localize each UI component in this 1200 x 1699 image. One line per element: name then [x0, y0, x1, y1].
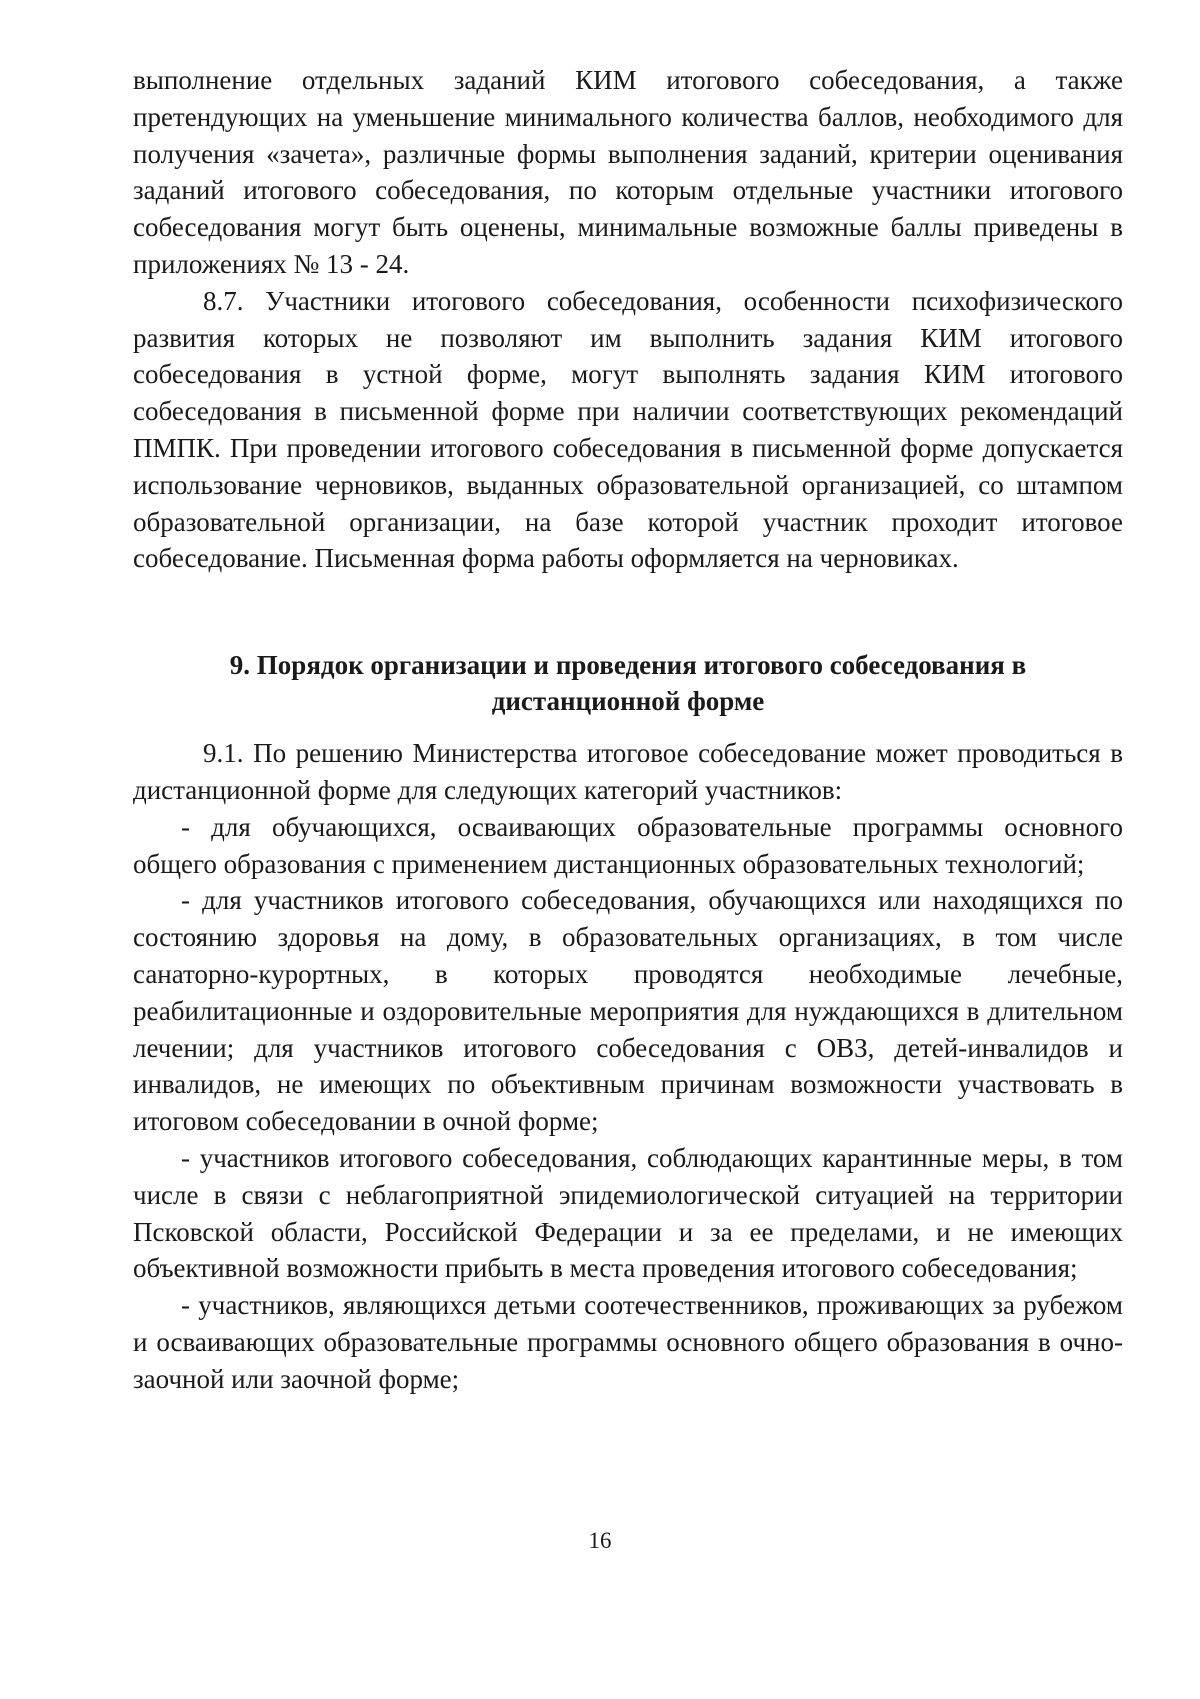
section-heading: [133, 647, 1123, 719]
paragraph-9-1: 9.1. По решению Министерства итоговое собеседование может проводиться в дистанционной форме для следующих категорий участников:: [133, 738, 1123, 805]
list-item-remote-learners: - для обучающихся, осваивающих образовательные программы основного общего образования с применением дистанционных образовательных технологий;: [133, 811, 1123, 879]
section-heading-line-2: дистанционной форме: [491, 686, 765, 717]
paragraph-continuation: выполнение отдельных заданий КИМ итогового собеседования, а также претендующих на уменьшение минимального количества баллов, необходимого для получения «зачета», различные формы выполнения заданий, критерии оценивания заданий итогового собеседования, по которым отдельные участники итогового собеседования могут быть оценены, минимальные возможные баллы приведены в приложениях № 13 - 24.: [133, 65, 1123, 279]
document-page: [133, 62, 1123, 1398]
page-number: 16: [588, 1528, 612, 1553]
section-heading-line-1: 9. Порядок организации и проведения итогового собеседования в: [229, 650, 1027, 681]
list-item-home-health: - для участников итогового собеседования, обучающихся или находящихся по состоянию здоровья на дому, в образовательных организациях, в том числе санаторно-курортных, в которых проводятся необходимые лечебные, реабилитационные и оздоровительные мероприятия для нуждающихся в длительном лечении; для участников итогового собеседования с ОВЗ, детей-инвалидов и инвалидов, не имеющих по объективным причинам возможности участвовать в итоговом собеседовании в очной форме;: [133, 885, 1123, 1137]
paragraph-8-7: 8.7. Участники итогового собеседования, особенности психофизического развития которых не позволяют им выполнить задания КИМ итогового собеседования в устной форме, могут выполнять задания КИМ итогового собеседования в письменной форме при наличии соответствующих рекомендаций ПМПК. При проведении итогового собеседования в письменной форме допускается использование черновиков, выданных образовательной организацией, со штампом образовательной организации, на базе которой участник проходит итоговое собеседование. Письменная форма работы оформляется на черновиках.: [133, 285, 1123, 574]
list-item-compatriots: - участников, являющихся детьми соотечественников, проживающих за рубежом и осваивающих образовательные программы основного общего образования в очно-заочной или заочной форме;: [133, 1290, 1123, 1394]
list-item-quarantine: - участников итогового собеседования, соблюдающих карантинные меры, в том числе в связи с неблагоприятной эпидемиологической ситуацией на территории Псковской области, Российской Федерации и за ее пределами, и не имеющих объективной возможности прибыть в места проведения итогового собеседования;: [133, 1142, 1123, 1284]
